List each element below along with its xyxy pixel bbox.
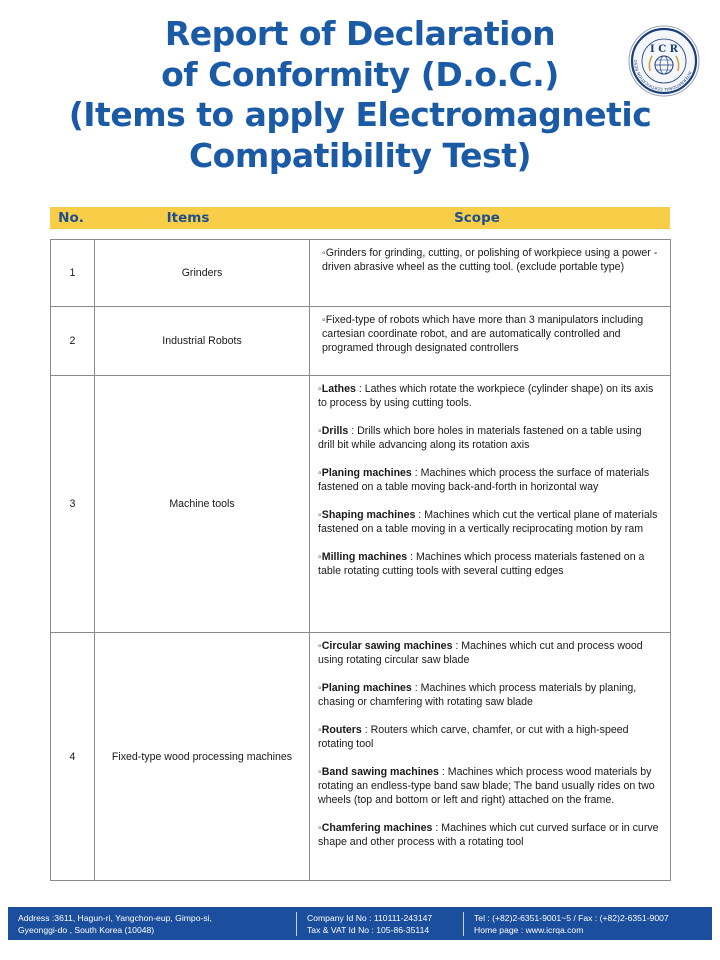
column-header-scope: Scope — [454, 210, 500, 226]
row-scope — [310, 376, 671, 633]
scope-entry: ◦Routers : Routers which carve, chamfer, or cut with a high-speed rotating tool — [318, 724, 629, 750]
table-row — [51, 376, 671, 633]
footer-company-id: Company Id No : 110111-243147 — [307, 912, 433, 923]
scope-entry: ◦Circular sawing machines : Machines which cut and process wood using rotating circular saw blade — [318, 640, 643, 666]
scope-entry: ◦Chamfering machines : Machines which cut curved surface or in curve shape and other process with a rotating tool — [318, 822, 659, 848]
scope-entry: ◦Milling machines : Machines which process materials fastened on a table rotating cutting tools with several cutting edges — [318, 551, 645, 577]
table-header-bar — [50, 207, 670, 229]
footer-address-line: Gyeonggi-do , South Korea (10048) — [18, 924, 155, 935]
row-item: Fixed-type wood processing machines — [95, 633, 310, 881]
footer-homepage[interactable]: Home page : www.icrqa.com — [474, 924, 584, 935]
scope-entry: ◦Fixed-type of robots which have more than 3 manipulators including cartesian coordinate robot, and are automatically controlled and programed through designated controllers — [322, 314, 644, 354]
title-line: Compatibility Test) — [188, 135, 532, 175]
page-footer — [8, 907, 712, 940]
column-header-no: No. — [58, 210, 84, 226]
row-item: Industrial Robots — [95, 307, 310, 376]
scope-entry: ◦Shaping machines : Machines which cut the vertical plane of materials fastened on a table moving in a vertically reciprocating motion by ram — [318, 509, 658, 535]
row-number: 3 — [51, 376, 95, 633]
footer-address-line: Address :3611, Hagun-ri, Yangchon-eup, Gimpo-si, — [18, 912, 212, 923]
footer-tel-fax: Tel : (+82)2-6351-9001~5 / Fax : (+82)2-6351-9007 — [474, 912, 669, 923]
document-title — [60, 14, 660, 176]
title-line: Report of Declaration — [164, 14, 556, 53]
footer-tax-id: Tax & VAT Id No : 105-86-35114 — [307, 924, 430, 935]
icr-seal-logo — [628, 25, 700, 97]
seal-ring-text: INTERNATIONAL CERTIFICATION RESO — [632, 59, 693, 93]
scope-entry: ◦Lathes : Lathes which rotate the workpiece (cylinder shape) on its axis to process by using cutting tools. — [318, 383, 654, 409]
row-item: Machine tools — [95, 376, 310, 633]
table-row — [51, 633, 671, 881]
scope-entry: ◦Grinders for grinding, cutting, or polishing of workpiece using a power -driven abrasive wheel as the cutting tool. (exclude portable type) — [322, 247, 658, 273]
table-row — [51, 307, 671, 376]
row-number: 1 — [51, 240, 95, 307]
column-header-items: Items — [166, 210, 210, 226]
title-line: (Items to apply Electromagnetic — [68, 95, 652, 134]
seal-letters: I C R — [650, 44, 678, 55]
items-table — [50, 239, 671, 881]
scope-entry: ◦Planing machines : Machines which process materials by planing, chasing or chamfering with rotating saw blade — [318, 682, 637, 708]
footer-contact — [464, 912, 712, 936]
row-number: 2 — [51, 307, 95, 376]
row-number: 4 — [51, 633, 95, 881]
table-row — [51, 240, 671, 307]
row-scope — [310, 633, 671, 881]
row-scope — [310, 240, 671, 307]
scope-entry: ◦Drills : Drills which bore holes in materials fastened on a table using drill bit while advancing along its rotation axis — [318, 425, 642, 451]
footer-address — [8, 912, 297, 936]
footer-company-ids — [297, 912, 464, 936]
row-item: Grinders — [95, 240, 310, 307]
scope-entry: ◦Planing machines : Machines which process the surface of materials fastened on a table moving back-and-forth in horizontal way — [318, 467, 650, 493]
row-scope — [310, 307, 671, 376]
title-line: of Conformity (D.o.C.) — [161, 54, 559, 94]
scope-entry: ◦Band sawing machines : Machines which process wood materials by rotating an endless-type band saw blade; The band usually rides on two wheels (top and bottom or left and right) attached on the frame. — [318, 766, 655, 806]
